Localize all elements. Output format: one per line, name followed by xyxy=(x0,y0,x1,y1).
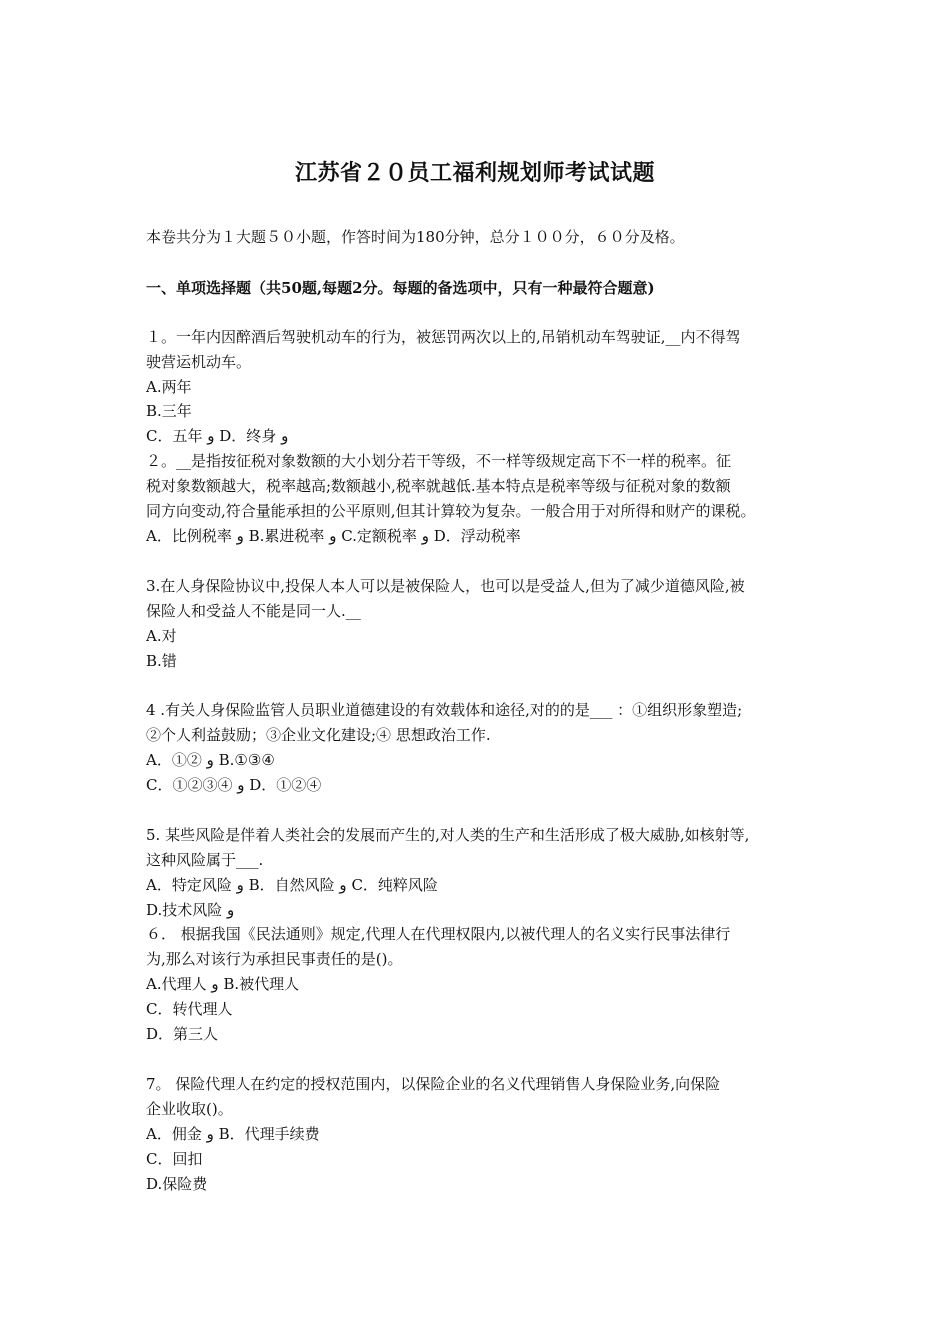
question-4-text-cont: ②个人利益鼓励；③企业文化建设;④ 思想政治工作. xyxy=(146,726,491,744)
question-1-option-a: A.两年 xyxy=(146,378,192,396)
question-2-text: ２。__是指按征税对象数额的大小划分若干等级，不一样等级规定高下不一样的税率。征 xyxy=(146,452,732,470)
question-5-text-cont: 这种风险属于___. xyxy=(146,851,264,869)
question-3-option-a: A.对 xyxy=(146,627,177,645)
exam-intro: 本卷共分为１大题５０小题，作答时间为180分钟，总分１００分，６０分及格。 xyxy=(146,228,685,246)
question-6-options-ab: A.代理人 و B.被代理人 xyxy=(146,975,300,993)
question-6-option-d: D．第三人 xyxy=(146,1025,219,1043)
question-6-text: ６． 根据我国《民法通则》规定,代理人在代理权限内,以被代理人的名义实行民事法律行 xyxy=(146,925,731,943)
question-7-option-c: C．回扣 xyxy=(146,1150,203,1168)
question-1-text-cont: 驶营运机动车。 xyxy=(146,353,252,371)
question-4-text: 4 .有关人身保险监管人员职业道德建设的有效载体和途径,对的的是___ ：①组织形象塑造; xyxy=(146,701,743,719)
question-7-text: 7。 保险代理人在约定的授权范围内，以保险企业的名义代理销售人身保险业务,向保险 xyxy=(146,1075,721,1093)
question-6-text-cont: 为,那么对该行为承担民事责任的是()。 xyxy=(146,950,403,968)
question-6-option-c: C．转代理人 xyxy=(146,1000,233,1018)
question-2-text-cont: 税对象数额越大，税率越高;数额越小,税率就越低.基本特点是税率等级与征税对象的数额 xyxy=(146,477,731,495)
question-7-options-ab: A．佣金 و B．代理手续费 xyxy=(146,1125,320,1143)
question-1-option-b: B.三年 xyxy=(146,402,192,420)
question-5-text: 5. 某些风险是伴着人类社会的发展而产生的,对人类的生产和生活形成了极大威胁,如核射等, xyxy=(146,826,750,844)
question-3-option-b: B.错 xyxy=(146,652,177,670)
question-4-options-ab: A．①② و B.①③④ xyxy=(146,751,275,769)
question-5-option-d: D.技术风险 و xyxy=(146,901,235,919)
page-title: 江苏省２０员工福利规划师考试试题 xyxy=(294,160,655,186)
question-7-option-d: D.保险费 xyxy=(146,1175,208,1193)
question-2-options: A．比例税率 و B.累进税率 و C.定额税率 و D．浮动税率 xyxy=(146,527,521,545)
question-3-text: 3.在人身保险协议中,投保人本人可以是被保险人，也可以是受益人,但为了减少道德风险,被 xyxy=(146,577,745,595)
section-heading: 一、单项选择题（共50题,每题2分。每题的备选项中，只有一种最符合题意) xyxy=(146,279,655,297)
question-2-text-cont: 同方向变动,符合量能承担的公平原则,但其计算较为复杂。一般合用于对所得和财产的课税。 xyxy=(146,502,756,520)
question-5-options-abc: A．特定风险 و B．自然风险 و C．纯粹风险 xyxy=(146,876,438,894)
question-7-text-cont: 企业收取()。 xyxy=(146,1100,233,1118)
question-3-text-cont: 保险人和受益人不能是同一人.__ xyxy=(146,602,361,620)
question-1-options-cd: C．五年 و D．终身 و xyxy=(146,427,289,445)
question-4-options-cd: C．①②③④ و D．①②④ xyxy=(146,776,322,794)
question-1-text: １。一年内因醉酒后驾驶机动车的行为，被惩罚两次以上的,吊销机动车驾驶证,__内不得驾 xyxy=(146,328,741,346)
